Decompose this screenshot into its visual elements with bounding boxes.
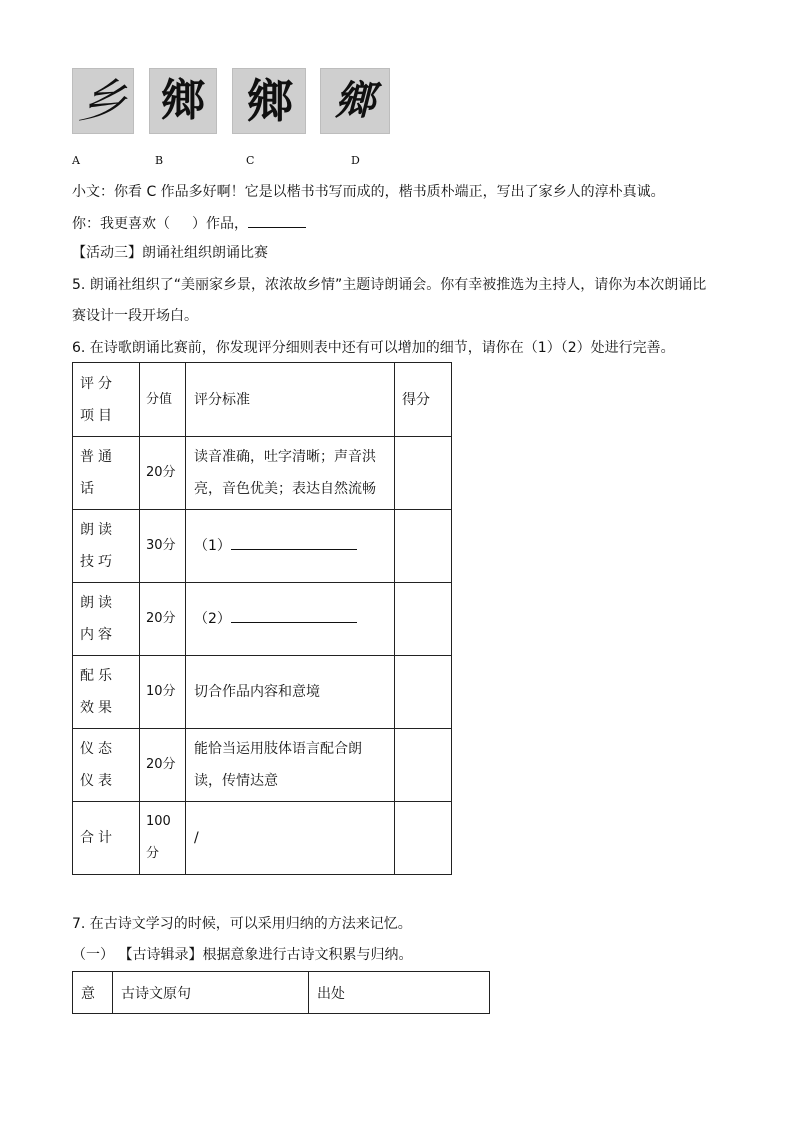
table-row <box>73 802 452 875</box>
activity3-heading: 【活动三】朗诵社组织朗诵比赛 <box>72 245 268 261</box>
row-standard <box>186 510 395 583</box>
calligraphy-image-b: 鄉 <box>149 68 217 134</box>
table-row <box>73 437 452 510</box>
row-item: 普通话 <box>73 437 140 510</box>
row-score-cell[interactable] <box>395 729 452 802</box>
q7-text: 7. 在古诗文学习的时候，可以采用归纳的方法来记忆。 <box>72 916 412 932</box>
q5-line2: 赛设计一段开场白。 <box>72 308 198 324</box>
row-score-cell[interactable] <box>395 583 452 656</box>
row-standard: 切合作品内容和意境 <box>186 656 395 729</box>
header-standard: 评分标准 <box>186 363 395 437</box>
poem-header-imagery: 意 <box>73 972 113 1014</box>
calligraphy-image-a: 乡 <box>72 68 134 134</box>
row-item: 仪态仪表 <box>73 729 140 802</box>
row-item: 合计 <box>73 802 140 875</box>
row-points: 30分 <box>140 510 186 583</box>
row-points: 20分 <box>140 583 186 656</box>
you-prefix: 你：我更喜欢（ <box>72 216 170 232</box>
row-item: 朗读技巧 <box>73 510 140 583</box>
poem-header-row <box>73 972 490 1014</box>
xiaowen-line: 小文：你看 C 作品多好啊！它是以楷书书写而成的，楷书质朴端正，写出了家乡人的淳朴真诚。 <box>72 184 665 200</box>
blank-1-field[interactable] <box>231 535 357 550</box>
q6-text: 6. 在诗歌朗诵比赛前，你发现评分细则表中还有可以增加的细节，请你在（1）（2）处进行完善。 <box>72 340 675 356</box>
table-row <box>73 656 452 729</box>
header-score: 得分 <box>395 363 452 437</box>
q7-sub1: （一） 【古诗辑录】根据意象进行古诗文积累与归纳。 <box>72 947 413 963</box>
row-standard: 能恰当运用肢体语言配合朗读，传情达意 <box>186 729 395 802</box>
q5-line1: 5. 朗诵社组织了“美丽家乡景，浓浓故乡情”主题诗朗诵会。你有幸被推选为主持人，请你为本次朗诵比 <box>72 277 707 293</box>
option-label-a: A <box>72 154 80 167</box>
header-item: 评分项目 <box>73 363 140 437</box>
row-score-cell[interactable] <box>395 802 452 875</box>
row-score-cell[interactable] <box>395 437 452 510</box>
you-line <box>72 213 306 234</box>
blank-1-label: （1） <box>194 538 231 554</box>
row-score-cell[interactable] <box>395 510 452 583</box>
row-points: 20分 <box>140 437 186 510</box>
calligraphy-image-c: 鄉 <box>232 68 306 134</box>
row-points: 10分 <box>140 656 186 729</box>
table-row <box>73 510 452 583</box>
calligraphy-image-d: 鄉 <box>320 68 390 134</box>
option-label-b: B <box>155 154 164 167</box>
row-points: 20分 <box>140 729 186 802</box>
option-label-d: D <box>351 154 360 167</box>
row-item: 朗读内容 <box>73 583 140 656</box>
answer-blank[interactable] <box>248 213 306 228</box>
table-row <box>73 729 452 802</box>
score-table <box>72 362 452 875</box>
row-standard: / <box>186 802 395 875</box>
blank-2-field[interactable] <box>231 608 357 623</box>
row-points: 100分 <box>140 802 186 875</box>
table-row <box>73 583 452 656</box>
poem-table <box>72 971 490 1014</box>
row-score-cell[interactable] <box>395 656 452 729</box>
table-header-row <box>73 363 452 437</box>
poem-header-source: 出处 <box>309 972 490 1014</box>
header-points: 分值 <box>140 363 186 437</box>
row-standard: 读音准确，吐字清晰；声音洪亮，音色优美；表达自然流畅 <box>186 437 395 510</box>
row-standard <box>186 583 395 656</box>
option-label-c: C <box>246 154 255 167</box>
poem-header-line: 古诗文原句 <box>113 972 309 1014</box>
row-item: 配乐效果 <box>73 656 140 729</box>
blank-2-label: （2） <box>194 611 231 627</box>
you-mid: ）作品， <box>192 216 248 232</box>
